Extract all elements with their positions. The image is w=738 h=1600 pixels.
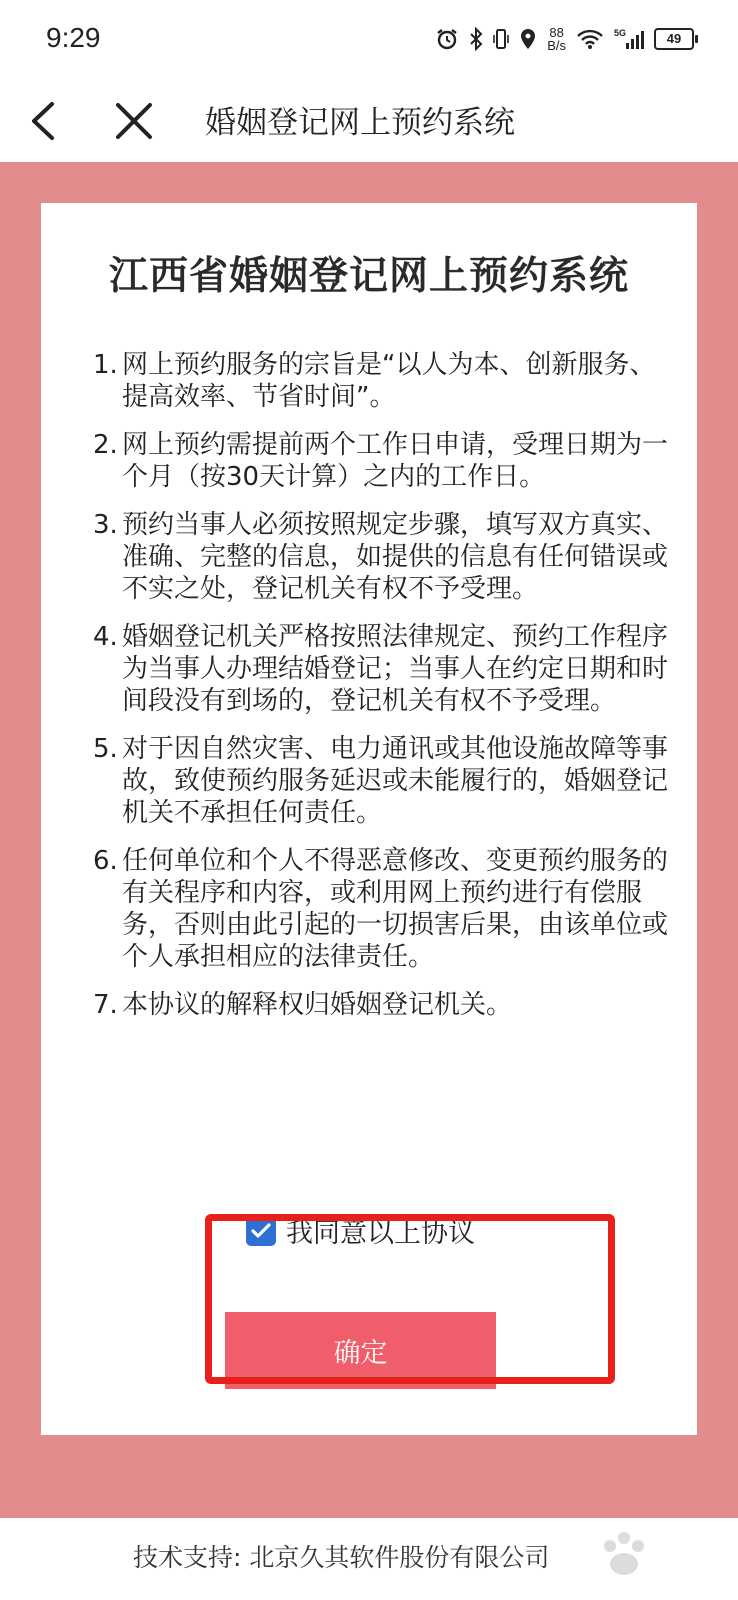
- term-text: 本协议的解释权归婚姻登记机关。: [122, 990, 513, 1020]
- bluetooth-icon: [469, 27, 483, 51]
- nav-bar: [0, 82, 738, 162]
- svg-text:5G: 5G: [614, 28, 627, 38]
- page-backdrop: [0, 162, 738, 1518]
- list-item: [93, 733, 671, 829]
- net-speed-unit: B/s: [547, 38, 566, 53]
- term-number: 1.: [93, 350, 118, 380]
- checkmark-icon: [249, 1219, 273, 1243]
- battery-icon: 49: [654, 28, 694, 50]
- term-text: 网上预约需提前两个工作日申请，受理日期为一个月（按30天计算）之内的工作日。: [122, 430, 669, 492]
- status-icons: [435, 26, 694, 52]
- term-number: 2.: [93, 430, 118, 460]
- net-speed-value: 88: [549, 25, 564, 40]
- term-text: 对于因自然灾害、电力通讯或其他设施故障等事故，致使预约服务延迟或未能履行的，婚姻登记机关不承担任何责任。: [122, 734, 669, 828]
- vibrate-icon: [493, 27, 509, 51]
- agreement-card: [41, 203, 697, 1435]
- term-text: 任何单位和个人不得恶意修改、变更预约服务的有关程序和内容，或利用网上预约进行有偿服务，否则由此引起的一切损害后果，由该单位或个人承担相应的法律责任。: [122, 846, 669, 972]
- agree-checkbox-row[interactable]: [246, 1211, 475, 1250]
- list-item: [93, 509, 671, 605]
- watermark-logo: [590, 1524, 700, 1600]
- list-item: [93, 621, 671, 717]
- list-item: [93, 845, 671, 973]
- wifi-icon: [576, 28, 604, 50]
- page-title: 江西省婚姻登记网上预约系统: [108, 254, 629, 299]
- term-number: 5.: [93, 734, 118, 764]
- terms-list: [93, 349, 671, 1037]
- term-text: 预约当事人必须按照规定步骤，填写双方真实、准确、完整的信息，如提供的信息有任何错误或不实之处，登记机关有权不予受理。: [122, 510, 669, 604]
- list-item: [93, 429, 671, 493]
- footer: [0, 1518, 738, 1600]
- term-number: 3.: [93, 510, 118, 540]
- alarm-icon: [435, 27, 459, 51]
- status-time: 9:29: [46, 22, 101, 53]
- term-text: 网上预约服务的宗旨是“以人为本、创新服务、提高效率、节省时间”。: [122, 350, 656, 412]
- agree-checkbox[interactable]: [246, 1216, 276, 1246]
- list-item: [93, 349, 671, 413]
- agree-label: 我同意以上协议: [286, 1218, 475, 1249]
- confirm-button[interactable]: 确定: [225, 1312, 496, 1389]
- term-number: 4.: [93, 622, 118, 652]
- status-bar: [0, 0, 738, 82]
- signal-5g-icon: [614, 27, 644, 51]
- close-icon[interactable]: [110, 96, 158, 146]
- term-number: 7.: [93, 990, 118, 1020]
- net-speed: [547, 26, 566, 52]
- footer-text: 技术支持: 北京久其软件股份有限公司: [133, 1543, 550, 1572]
- term-number: 6.: [93, 846, 118, 876]
- location-icon: [519, 27, 537, 51]
- nav-title: 婚姻登记网上预约系统: [205, 105, 515, 141]
- term-text: 婚姻登记机关严格按照法律规定、预约工作程序为当事人办理结婚登记；当事人在约定日期和时间段没有到场的，登记机关有权不予受理。: [122, 622, 669, 716]
- list-item: [93, 989, 671, 1021]
- chevron-left-icon[interactable]: [26, 96, 66, 146]
